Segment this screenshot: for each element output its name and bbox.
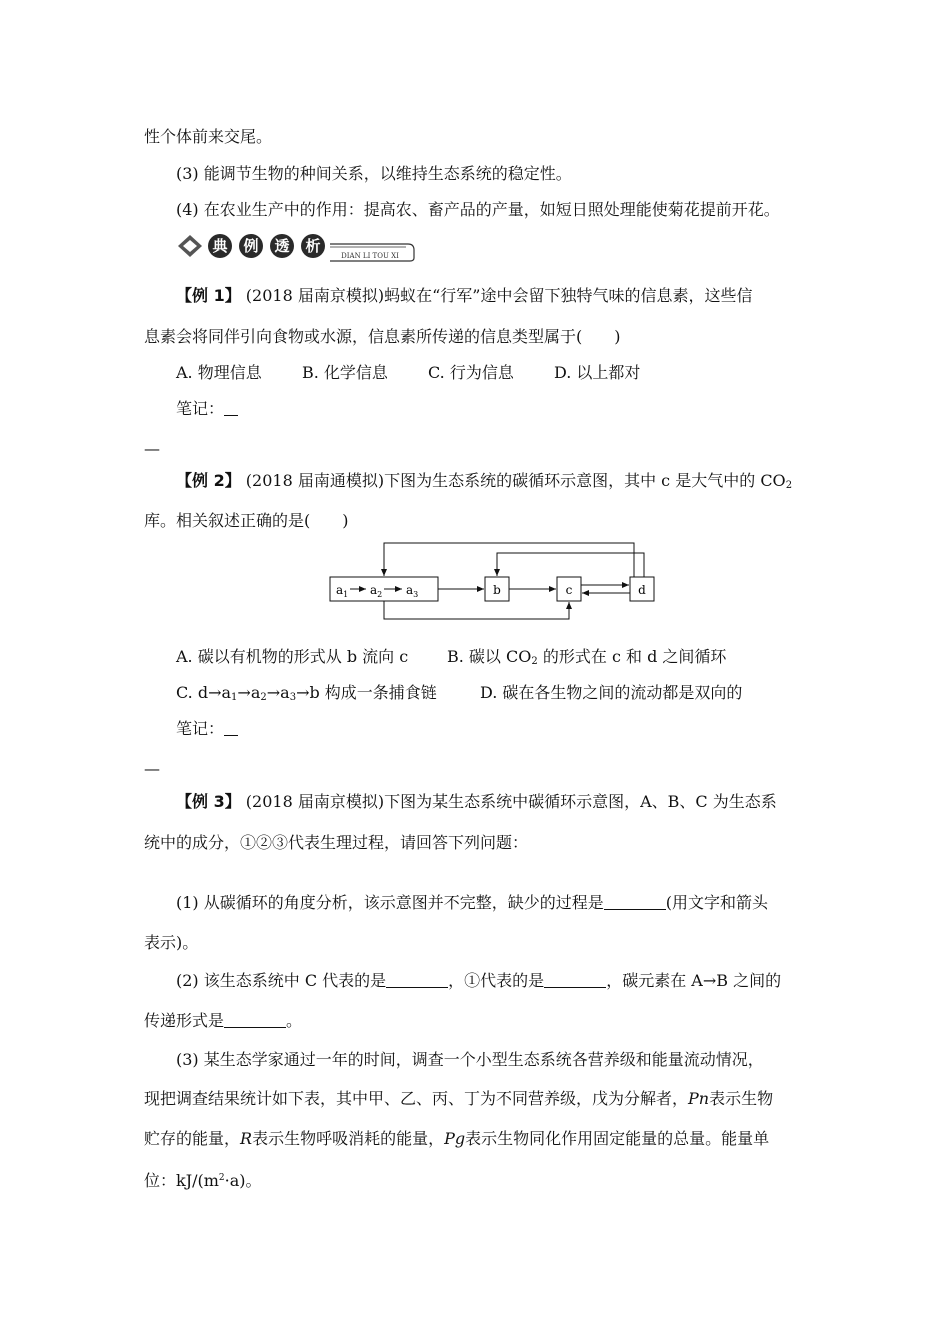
example-1-options (176, 362, 640, 384)
example-1-line-1: 【例 1】 (2018 届南京模拟)蚂蚁在“行军”途中会留下独特气味的信息素，这些信 (176, 286, 753, 305)
section-header (176, 231, 416, 267)
question-1-line-2: 表示)。 (144, 933, 199, 952)
example-label: 【例 3】 (176, 792, 241, 811)
node-b: b (493, 583, 501, 597)
question-2-line-1: (2) 该生态系统中 C 代表的是 ，①代表的是 ，碳元素在 A→B 之间的 (176, 971, 782, 990)
example-label: 【例 1】 (176, 286, 241, 305)
answer-blank (604, 893, 666, 910)
option-c: C. 行为信息 (428, 363, 514, 382)
answer-blank (544, 971, 606, 988)
option-d: D. 以上都对 (554, 363, 641, 382)
option-a: A. 物理信息 (176, 363, 262, 382)
option-c: C. $d\to a_1\to a_2\to a_3\to b$ 构成一条捕食链 (176, 683, 437, 703)
text-line: (3) 能调节生物的种间关系，以维持生态系统的稳定性。 (176, 164, 572, 183)
answer-blank (224, 1011, 286, 1028)
node-a1: $a_1$ (336, 583, 349, 599)
header-char: 透 (274, 237, 290, 255)
answer-blank (386, 971, 448, 988)
example-3-line-2: 统中的成分，①②③代表生理过程，请回答下列问题： (144, 833, 529, 852)
question-1-line-1: (1) 从碳循环的角度分析，该示意图并不完整，缺少的过程是 (用文字和箭头 (176, 893, 769, 912)
example-2-options-cd (176, 682, 742, 709)
example-2-line-1: 【例 2】 (2018 届南通模拟)下图为生态系统的碳循环示意图，其中 c 是大气中的 $CO_2$ (176, 471, 793, 491)
example-label: 【例 2】 (176, 471, 241, 490)
header-char: 例 (243, 237, 259, 255)
option-d: D. 碳在各生物之间的流动都是双向的 (480, 683, 743, 702)
dash-mark: — (144, 759, 160, 778)
option-b: B. 化学信息 (302, 363, 388, 382)
node-c: c (565, 583, 573, 597)
option-b: B. 碳以 $CO_2$ 的形式在 c 和 d 之间循环 (447, 647, 727, 667)
text-line: (4) 在农业生产中的作用：提高农、畜产品的产量，如短日照处理能使菊花提前开花。 (176, 200, 780, 219)
question-3-line-2: 现把调查结果统计如下表，其中甲、乙、丙、丁为不同营养级，戊为分解者，Pn表示生物 (144, 1089, 774, 1108)
example-3-line-1: 【例 3】 (2018 届南京模拟)下图为某生态系统中碳循环示意图，A、B、C 为生态系 (176, 792, 777, 811)
example-2-line-2: 库。相关叙述正确的是( ) (144, 511, 349, 530)
header-char: 典 (212, 237, 228, 255)
header-char: 析 (305, 237, 321, 255)
question-3-line-3: 贮存的能量，R表示生物呼吸消耗的能量，Pg表示生物同化作用固定能量的总量。能量单 (144, 1129, 770, 1148)
note-line: 笔记： (176, 718, 238, 740)
text-line: 性个体前来交尾。 (144, 127, 273, 146)
node-a2: $a_2$ (370, 583, 383, 599)
option-a: A. 碳以有机物的形式从 b 流向 c (176, 647, 409, 666)
example-1-line-2: 息素会将同伴引向食物或水源，信息素所传递的信息类型属于( ) (144, 327, 621, 346)
question-3-line-1: (3) 某生态学家通过一年的时间，调查一个小型生态系统各营养级和能量流动情况， (176, 1050, 764, 1069)
dash-mark: — (144, 439, 160, 458)
section-header-graphic (176, 231, 416, 267)
carbon-cycle-diagram (320, 535, 660, 625)
node-a3: $a_3$ (406, 583, 419, 599)
question-2-line-2: 传递形式是 。 (144, 1011, 303, 1030)
node-d: d (638, 583, 646, 597)
header-pinyin: DIAN LI TOU XI (341, 252, 399, 260)
note-line: 笔记： (176, 398, 238, 420)
question-3-line-4: 位：$kJ/(m^2\cdot a)$。 (144, 1171, 262, 1190)
example-2-options-ab (176, 646, 726, 673)
